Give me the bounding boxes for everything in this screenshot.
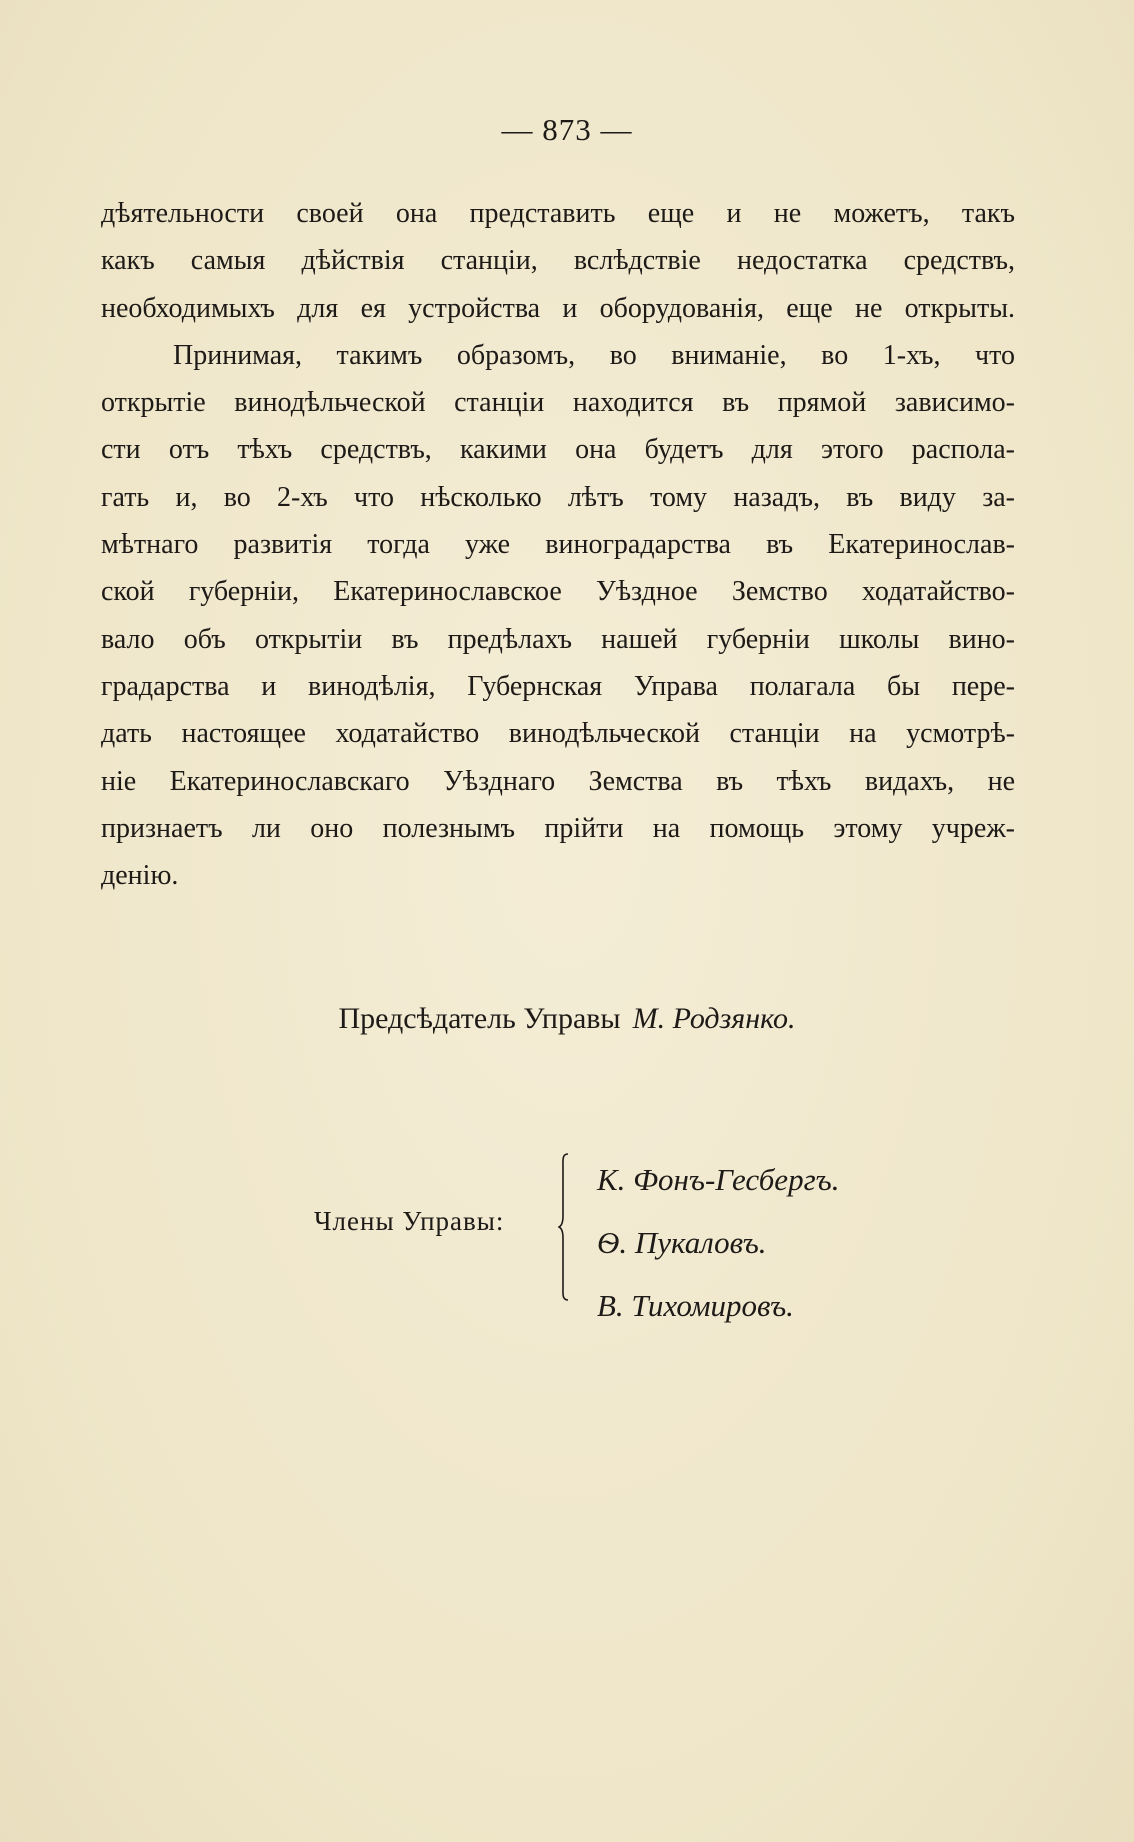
chairman-title: Предсѣдатель Управы — [338, 1002, 621, 1035]
text-line: необходимыхъ для ея устройства и оборудованія, еще не открыты. — [101, 292, 1015, 324]
text-line: мѣтнаго развитія тогда уже виноградарства въ Екатеринослав- — [101, 529, 1015, 561]
text-line: дать настоящее ходатайство винодѣльческой станціи на усмотрѣ- — [101, 718, 1015, 750]
member-name: В. Тихомировъ. — [597, 1288, 794, 1323]
page-number: — 873 — — [501, 112, 633, 147]
member-name: К. Фонъ-Гесбергъ. — [597, 1162, 840, 1197]
text-line: дѣятельности своей она представить еще и не можетъ, такъ — [101, 198, 1015, 229]
text-line: гать и, во 2-хъ что нѣсколько лѣтъ тому назадъ, въ виду за- — [101, 481, 1015, 513]
chairman-signature-line — [0, 1002, 1134, 1036]
text-line: градарства и винодѣлія, Губернская Управа полагала бы пере- — [101, 670, 1015, 702]
text-line: какъ самыя дѣйствія станціи, вслѣдствіе недостатка средствъ, — [101, 245, 1015, 277]
chairman-name: М. Родзянко. — [632, 1002, 796, 1035]
members-list — [597, 1148, 840, 1337]
text-line: открытіе винодѣльческой станціи находится въ прямой зависимо- — [101, 387, 1015, 419]
curly-brace-icon — [558, 1152, 570, 1302]
text-line: сти отъ тѣхъ средствъ, какими она будетъ для этого распола- — [101, 434, 1015, 466]
body-paragraph — [101, 190, 1015, 899]
text-line: ской губерніи, Екатеринославское Уѣздное Земство ходатайство- — [101, 576, 1015, 608]
text-line: Принимая, такимъ образомъ, во вниманіе, во 1-хъ, что — [173, 339, 1015, 371]
members-label: Члены Управы: — [314, 1206, 505, 1236]
text-line: ніе Екатеринославскаго Уѣзднаго Земства въ тѣхъ видахъ, не — [101, 765, 1015, 797]
text-line: вало объ открытіи въ предѣлахъ нашей губерніи школы вино- — [101, 623, 1015, 655]
text-line: признаетъ ли оно полезнымъ прійти на помощь этому учреж- — [101, 812, 1015, 844]
text-line: денію. — [101, 860, 179, 892]
member-name: Ѳ. Пукаловъ. — [597, 1225, 767, 1260]
